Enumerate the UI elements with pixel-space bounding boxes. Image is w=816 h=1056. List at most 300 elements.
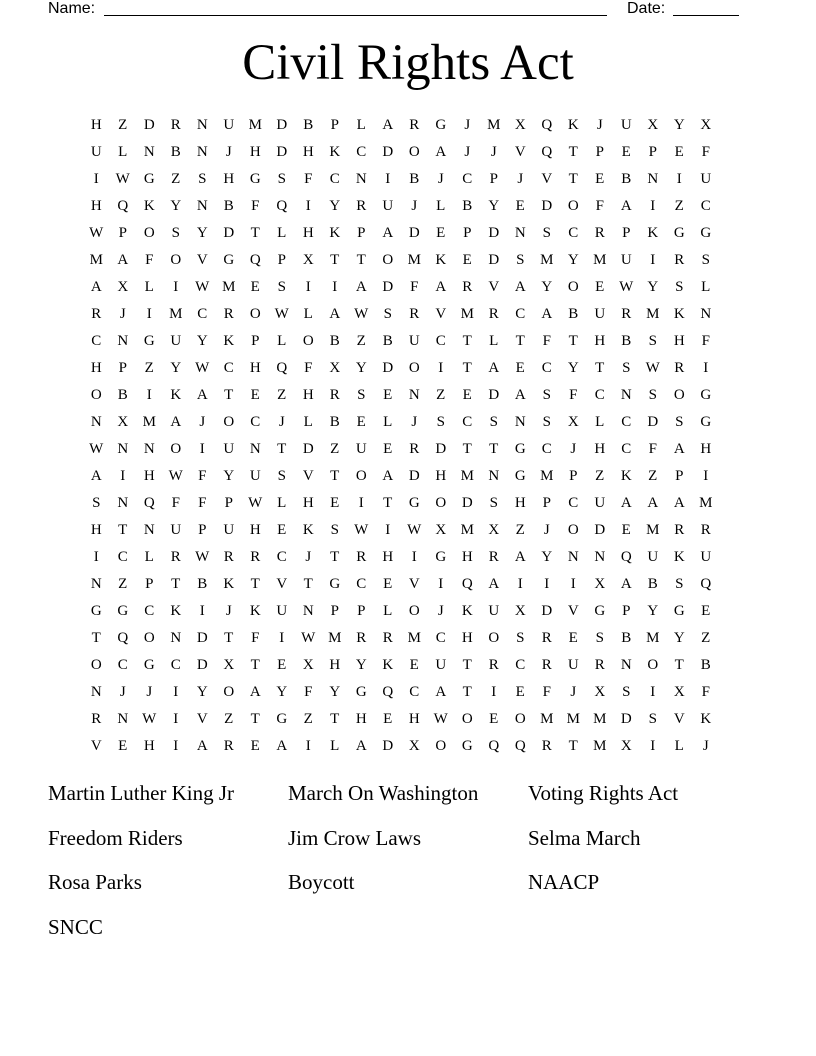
- grid-letter: C: [329, 171, 340, 187]
- grid-letter: N: [620, 657, 632, 673]
- grid-letter: R: [223, 738, 234, 754]
- grid-letter: Z: [595, 468, 605, 484]
- grid-letter: D: [461, 495, 473, 511]
- grid-letter: J: [437, 603, 444, 619]
- grid-letter: N: [117, 495, 129, 511]
- grid-letter: N: [620, 387, 632, 403]
- grid-letter: I: [305, 738, 311, 754]
- grid-letter: C: [541, 360, 552, 376]
- grid-letter: P: [489, 171, 498, 187]
- grid-letter: I: [570, 576, 576, 592]
- grid-letter: A: [647, 495, 659, 511]
- grid-letter: I: [199, 441, 205, 457]
- grid-letter: R: [621, 306, 632, 322]
- grid-letter: C: [117, 657, 128, 673]
- grid-letter: R: [488, 549, 499, 565]
- grid-letter: T: [356, 252, 366, 268]
- grid-letter: S: [171, 225, 180, 241]
- grid-letter: D: [276, 117, 288, 133]
- grid-letter: Z: [330, 441, 340, 457]
- grid-letter: A: [276, 738, 288, 754]
- grid-letter: I: [517, 576, 523, 592]
- grid-letter: T: [224, 387, 234, 403]
- grid-letter: A: [488, 360, 500, 376]
- grid-letter: J: [199, 414, 206, 430]
- letter-grid: [83, 112, 719, 760]
- grid-letter: S: [542, 225, 551, 241]
- grid-letter: R: [488, 306, 499, 322]
- grid-letter: S: [277, 171, 286, 187]
- grid-letter: M: [566, 711, 580, 727]
- grid-letter: M: [593, 711, 607, 727]
- grid-letter: A: [620, 495, 632, 511]
- grid-letter: A: [196, 387, 208, 403]
- grid-letter: H: [223, 171, 235, 187]
- grid-letter: N: [700, 306, 712, 322]
- word-list: [48, 778, 768, 956]
- grid-letter: P: [463, 225, 472, 241]
- grid-letter: S: [622, 360, 631, 376]
- grid-letter: E: [383, 441, 393, 457]
- grid-letter: O: [567, 279, 579, 295]
- grid-letter: R: [356, 630, 367, 646]
- grid-letter: C: [594, 387, 605, 403]
- word-list-item: SNCC: [48, 914, 103, 939]
- grid-letter: F: [569, 387, 578, 403]
- grid-letter: Q: [461, 576, 473, 592]
- grid-letter: R: [409, 306, 420, 322]
- grid-letter: N: [196, 117, 208, 133]
- grid-letter: I: [385, 171, 391, 187]
- grid-letter: H: [302, 495, 314, 511]
- grid-letter: A: [435, 279, 447, 295]
- grid-letter: P: [569, 468, 578, 484]
- name-line: [104, 15, 607, 16]
- grid-letter: C: [197, 306, 208, 322]
- grid-letter: M: [248, 117, 262, 133]
- grid-letter: M: [328, 630, 342, 646]
- grid-letter: S: [648, 333, 657, 349]
- grid-letter: V: [302, 468, 314, 484]
- grid-letter: X: [223, 657, 235, 673]
- grid-letter: K: [143, 198, 155, 214]
- grid-letter: E: [595, 171, 605, 187]
- grid-letter: U: [223, 441, 235, 457]
- grid-letter: V: [196, 711, 208, 727]
- grid-letter: I: [703, 360, 709, 376]
- grid-letter: J: [225, 144, 232, 160]
- grid-letter: A: [90, 279, 102, 295]
- grid-letter: D: [488, 252, 500, 268]
- grid-letter: T: [277, 441, 287, 457]
- grid-letter: L: [595, 414, 605, 430]
- grid-letter: V: [673, 711, 685, 727]
- grid-letter: A: [382, 225, 394, 241]
- grid-letter: A: [382, 468, 394, 484]
- grid-letter: Y: [567, 252, 579, 268]
- grid-letter: M: [540, 252, 554, 268]
- grid-letter: B: [329, 333, 340, 349]
- grid-letter: V: [488, 279, 500, 295]
- grid-letter: K: [567, 117, 579, 133]
- grid-letter: O: [355, 468, 367, 484]
- grid-letter: H: [249, 360, 261, 376]
- grid-letter: P: [198, 522, 207, 538]
- grid-letter: S: [489, 495, 498, 511]
- grid-letter: I: [358, 495, 364, 511]
- grid-letter: G: [276, 711, 288, 727]
- grid-letter: A: [329, 306, 341, 322]
- grid-letter: G: [673, 225, 685, 241]
- grid-letter: A: [435, 144, 447, 160]
- grid-letter: R: [356, 198, 367, 214]
- grid-letter: Y: [329, 198, 341, 214]
- grid-letter: Y: [673, 117, 685, 133]
- grid-letter: Z: [118, 576, 128, 592]
- grid-letter: D: [382, 279, 394, 295]
- grid-letter: J: [411, 414, 418, 430]
- grid-letter: I: [305, 198, 311, 214]
- grid-letter: H: [673, 333, 685, 349]
- grid-letter: M: [89, 252, 103, 268]
- grid-letter: D: [196, 657, 208, 673]
- grid-letter: K: [170, 603, 182, 619]
- grid-letter: L: [489, 333, 499, 349]
- grid-letter: T: [568, 144, 578, 160]
- grid-letter: Z: [648, 468, 658, 484]
- grid-letter: O: [567, 198, 579, 214]
- grid-letter: D: [382, 144, 394, 160]
- grid-letter: Y: [329, 684, 341, 700]
- grid-letter: K: [329, 144, 341, 160]
- grid-letter: C: [700, 198, 711, 214]
- grid-letter: Z: [118, 117, 128, 133]
- grid-letter: X: [117, 279, 129, 295]
- grid-letter: D: [620, 711, 632, 727]
- grid-letter: H: [90, 360, 102, 376]
- grid-letter: S: [383, 306, 392, 322]
- grid-letter: T: [171, 576, 181, 592]
- grid-letter: E: [383, 576, 393, 592]
- grid-letter: B: [170, 144, 181, 160]
- grid-letter: H: [302, 387, 314, 403]
- grid-letter: U: [700, 549, 712, 565]
- grid-letter: N: [143, 522, 155, 538]
- grid-letter: Z: [171, 171, 181, 187]
- grid-letter: B: [700, 657, 711, 673]
- grid-letter: H: [594, 333, 606, 349]
- grid-letter: V: [435, 306, 447, 322]
- grid-letter: P: [118, 360, 127, 376]
- grid-letter: M: [540, 468, 554, 484]
- grid-letter: R: [250, 549, 261, 565]
- grid-letter: G: [700, 225, 712, 241]
- grid-letter: L: [144, 549, 154, 565]
- grid-letter: E: [462, 387, 472, 403]
- word-list-item: Martin Luther King Jr: [48, 781, 235, 805]
- grid-letter: C: [223, 360, 234, 376]
- grid-letter: S: [648, 711, 657, 727]
- grid-letter: O: [143, 630, 155, 646]
- grid-letter: Y: [355, 657, 367, 673]
- grid-letter: E: [462, 252, 472, 268]
- grid-letter: F: [410, 279, 419, 295]
- grid-letter: T: [330, 549, 340, 565]
- grid-letter: J: [411, 198, 418, 214]
- grid-letter: Q: [276, 360, 288, 376]
- grid-letter: T: [568, 738, 578, 754]
- grid-letter: T: [303, 576, 313, 592]
- grid-letter: M: [460, 468, 474, 484]
- grid-letter: T: [91, 630, 101, 646]
- grid-letter: O: [461, 711, 473, 727]
- date-label: Date:: [627, 0, 666, 17]
- grid-letter: E: [330, 495, 340, 511]
- grid-letter: K: [223, 576, 235, 592]
- grid-letter: Q: [514, 738, 526, 754]
- grid-letter: N: [196, 198, 208, 214]
- grid-letter: X: [302, 657, 314, 673]
- grid-letter: I: [385, 522, 391, 538]
- grid-letter: R: [700, 522, 711, 538]
- grid-letter: F: [304, 360, 313, 376]
- grid-letter: E: [118, 738, 128, 754]
- grid-letter: R: [170, 549, 181, 565]
- grid-letter: Z: [674, 198, 684, 214]
- grid-letter: U: [276, 603, 288, 619]
- grid-letter: W: [89, 441, 104, 457]
- grid-letter: R: [674, 360, 685, 376]
- grid-letter: C: [568, 495, 579, 511]
- grid-letter: H: [435, 468, 447, 484]
- grid-letter: C: [541, 441, 552, 457]
- grid-letter: Y: [355, 360, 367, 376]
- grid-letter: G: [461, 738, 473, 754]
- grid-letter: L: [303, 306, 313, 322]
- grid-letter: L: [277, 333, 287, 349]
- grid-letter: M: [699, 495, 713, 511]
- grid-letter: N: [302, 603, 314, 619]
- grid-letter: D: [408, 225, 420, 241]
- grid-letter: G: [143, 657, 155, 673]
- grid-letter: Z: [303, 711, 313, 727]
- grid-letter: W: [274, 306, 289, 322]
- grid-letter: P: [622, 225, 631, 241]
- grid-letter: D: [382, 738, 394, 754]
- grid-letter: M: [540, 711, 554, 727]
- grid-letter: U: [620, 252, 632, 268]
- grid-letter: F: [251, 198, 260, 214]
- grid-letter: G: [435, 117, 447, 133]
- grid-letter: O: [382, 252, 394, 268]
- grid-letter: J: [437, 171, 444, 187]
- grid-letter: G: [435, 549, 447, 565]
- grid-letter: R: [541, 630, 552, 646]
- grid-letter: H: [143, 468, 155, 484]
- grid-letter: Y: [567, 360, 579, 376]
- grid-letter: T: [330, 468, 340, 484]
- grid-letter: Y: [488, 198, 500, 214]
- grid-letter: D: [408, 468, 420, 484]
- grid-letter: C: [170, 657, 181, 673]
- grid-letter: L: [277, 495, 287, 511]
- grid-letter: I: [650, 738, 656, 754]
- grid-letter: P: [145, 576, 154, 592]
- grid-letter: I: [544, 576, 550, 592]
- grid-letter: T: [515, 333, 525, 349]
- grid-letter: U: [90, 144, 102, 160]
- grid-letter: T: [595, 360, 605, 376]
- grid-letter: L: [383, 414, 393, 430]
- grid-letter: Y: [196, 684, 208, 700]
- grid-letter: J: [517, 171, 524, 187]
- grid-letter: X: [673, 684, 685, 700]
- grid-letter: Q: [143, 495, 155, 511]
- grid-letter: E: [277, 522, 287, 538]
- grid-letter: A: [514, 387, 526, 403]
- grid-letter: S: [648, 387, 657, 403]
- grid-letter: P: [330, 603, 339, 619]
- grid-letter: E: [277, 657, 287, 673]
- grid-letter: T: [118, 522, 128, 538]
- word-list-item: NAACP: [528, 870, 600, 894]
- grid-letter: M: [460, 522, 474, 538]
- grid-letter: G: [514, 441, 526, 457]
- grid-letter: A: [620, 198, 632, 214]
- grid-letter: J: [305, 549, 312, 565]
- grid-letter: G: [594, 603, 606, 619]
- grid-letter: G: [90, 603, 102, 619]
- grid-letter: T: [250, 711, 260, 727]
- grid-letter: N: [594, 549, 606, 565]
- grid-letter: K: [647, 225, 659, 241]
- grid-letter: V: [408, 576, 420, 592]
- grid-letter: O: [673, 387, 685, 403]
- grid-letter: E: [383, 387, 393, 403]
- grid-letter: P: [330, 117, 339, 133]
- grid-letter: U: [408, 333, 420, 349]
- grid-letter: P: [277, 252, 286, 268]
- grid-letter: X: [514, 117, 526, 133]
- grid-letter: A: [382, 117, 394, 133]
- grid-letter: O: [170, 252, 182, 268]
- grid-letter: F: [542, 684, 551, 700]
- grid-letter: M: [487, 117, 501, 133]
- grid-letter: E: [515, 198, 525, 214]
- grid-letter: X: [514, 603, 526, 619]
- grid-letter: G: [355, 684, 367, 700]
- grid-letter: I: [650, 684, 656, 700]
- grid-letter: M: [646, 306, 660, 322]
- grid-letter: E: [701, 603, 711, 619]
- grid-letter: W: [619, 279, 634, 295]
- grid-letter: F: [648, 441, 657, 457]
- grid-letter: Q: [117, 198, 129, 214]
- grid-letter: F: [701, 144, 710, 160]
- grid-letter: M: [407, 252, 421, 268]
- grid-letter: W: [301, 630, 316, 646]
- grid-letter: G: [117, 603, 129, 619]
- grid-letter: V: [196, 252, 208, 268]
- grid-letter: Z: [701, 630, 711, 646]
- grid-letter: L: [436, 198, 446, 214]
- word-list-item: Voting Rights Act: [528, 781, 679, 805]
- grid-letter: P: [251, 333, 260, 349]
- grid-letter: F: [198, 495, 207, 511]
- grid-letter: H: [90, 117, 102, 133]
- grid-letter: B: [621, 171, 632, 187]
- grid-letter: N: [117, 441, 129, 457]
- grid-letter: G: [249, 171, 261, 187]
- grid-letter: I: [676, 171, 682, 187]
- grid-letter: B: [568, 306, 579, 322]
- grid-letter: D: [435, 441, 447, 457]
- grid-letter: D: [302, 441, 314, 457]
- grid-letter: I: [120, 468, 126, 484]
- grid-letter: L: [383, 603, 393, 619]
- grid-letter: W: [354, 522, 369, 538]
- grid-letter: H: [329, 657, 341, 673]
- grid-letter: K: [223, 333, 235, 349]
- grid-letter: C: [621, 441, 632, 457]
- grid-letter: M: [142, 414, 156, 430]
- grid-letter: Y: [541, 549, 553, 565]
- grid-letter: E: [409, 657, 419, 673]
- grid-letter: J: [146, 684, 153, 700]
- grid-letter: T: [224, 630, 234, 646]
- grid-letter: I: [146, 306, 152, 322]
- grid-letter: C: [250, 414, 261, 430]
- grid-letter: I: [279, 630, 285, 646]
- grid-letter: I: [438, 576, 444, 592]
- grid-letter: U: [594, 495, 606, 511]
- grid-letter: Q: [700, 576, 712, 592]
- grid-letter: D: [541, 198, 553, 214]
- grid-letter: K: [382, 657, 394, 673]
- grid-letter: S: [489, 414, 498, 430]
- grid-letter: R: [674, 252, 685, 268]
- grid-letter: I: [703, 468, 709, 484]
- grid-letter: B: [303, 117, 314, 133]
- grid-letter: R: [223, 549, 234, 565]
- grid-letter: O: [302, 333, 314, 349]
- grid-letter: L: [277, 225, 287, 241]
- grid-letter: R: [329, 387, 340, 403]
- grid-letter: O: [143, 225, 155, 241]
- grid-letter: K: [170, 387, 182, 403]
- grid-letter: T: [383, 495, 393, 511]
- grid-letter: R: [541, 657, 552, 673]
- grid-letter: P: [675, 468, 684, 484]
- word-list-item: March On Washington: [288, 781, 479, 805]
- grid-letter: P: [648, 144, 657, 160]
- grid-letter: Z: [356, 333, 366, 349]
- grid-letter: O: [90, 657, 102, 673]
- grid-letter: D: [541, 603, 553, 619]
- grid-letter: R: [223, 306, 234, 322]
- grid-letter: U: [355, 441, 367, 457]
- grid-letter: W: [433, 711, 448, 727]
- grid-letter: U: [488, 603, 500, 619]
- grid-letter: X: [567, 414, 579, 430]
- grid-letter: F: [701, 333, 710, 349]
- grid-letter: S: [516, 630, 525, 646]
- grid-letter: E: [674, 144, 684, 160]
- grid-letter: A: [435, 684, 447, 700]
- grid-letter: S: [357, 387, 366, 403]
- grid-letter: R: [541, 738, 552, 754]
- grid-letter: S: [516, 252, 525, 268]
